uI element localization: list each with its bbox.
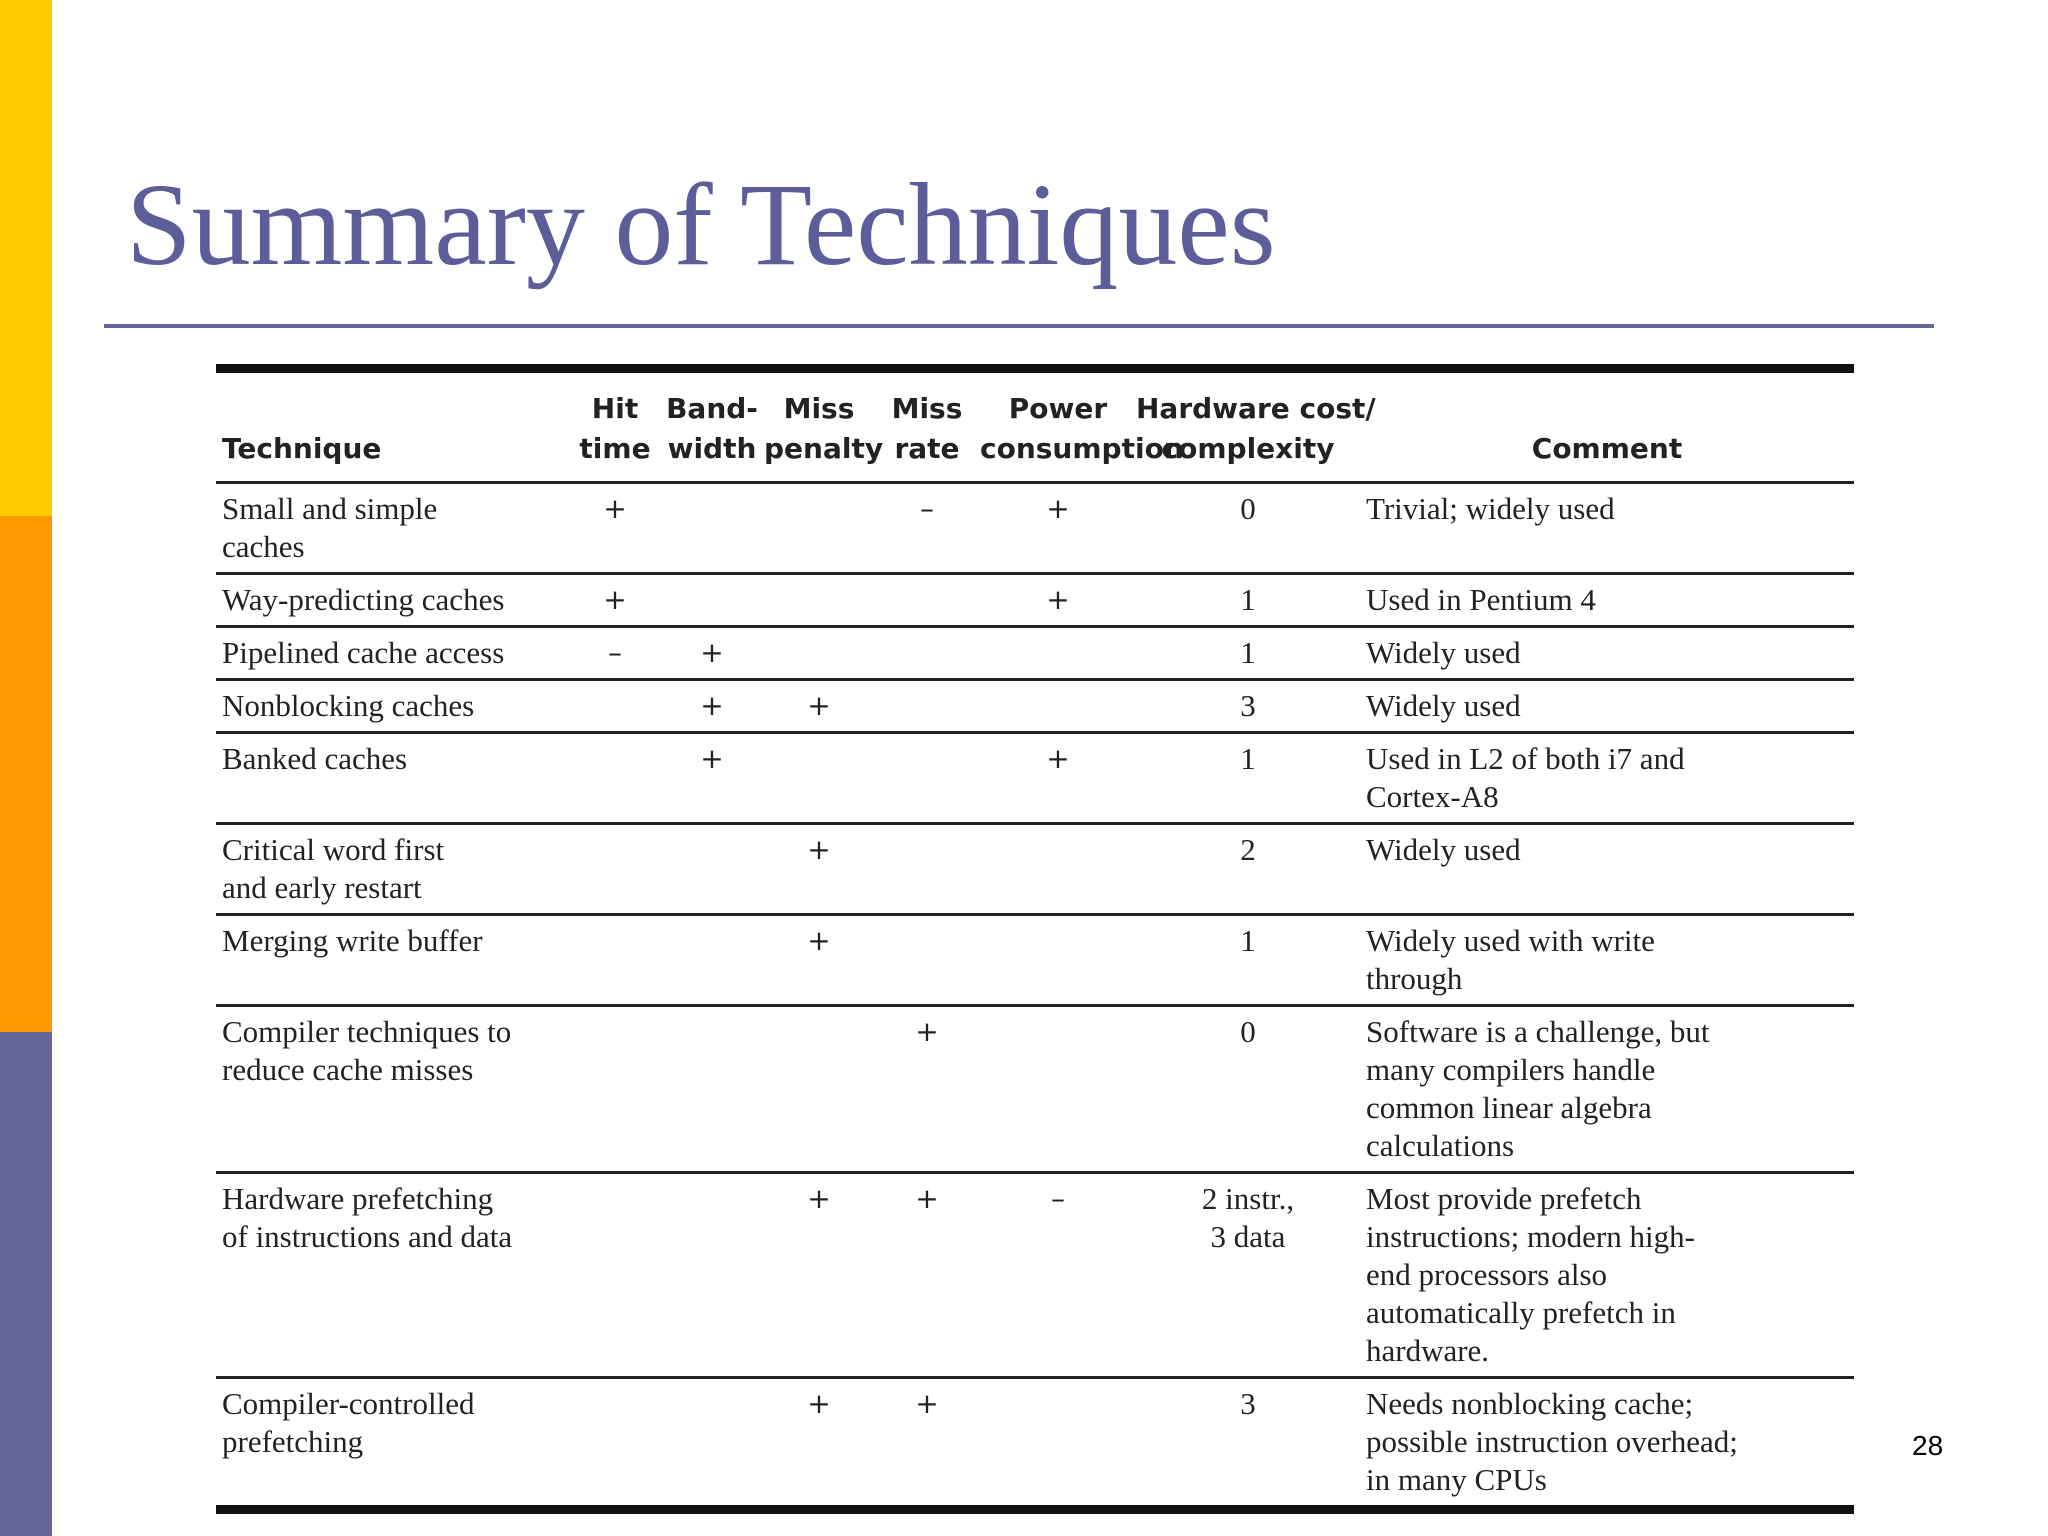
cell-power bbox=[980, 627, 1136, 680]
cell-comment: Widely used with write through bbox=[1366, 923, 1655, 996]
cell-power bbox=[980, 680, 1136, 733]
table-row bbox=[216, 1378, 1854, 1506]
cell-miss-penalty bbox=[764, 483, 874, 574]
cell-technique: Way-predicting caches bbox=[222, 582, 505, 617]
cell-hit-time bbox=[570, 733, 660, 824]
cell-technique: Compiler-controlled prefetching bbox=[222, 1386, 475, 1459]
cell-bandwidth bbox=[660, 915, 764, 1006]
title-underline bbox=[104, 324, 1934, 328]
accent-bar-purple bbox=[0, 1032, 52, 1536]
cell-hw-cost: 1 bbox=[1240, 582, 1256, 617]
cell-miss-rate bbox=[874, 680, 980, 733]
cell-hit-time bbox=[570, 1173, 660, 1378]
accent-bar-orange bbox=[0, 516, 52, 1032]
cell-technique: Pipelined cache access bbox=[222, 635, 505, 670]
cell-miss-rate bbox=[874, 733, 980, 824]
cell-miss-rate bbox=[874, 824, 980, 915]
cell-technique: Nonblocking caches bbox=[222, 688, 475, 723]
header-hw-cost: Hardware cost/ complexity bbox=[1136, 392, 1376, 465]
cell-technique: Compiler techniques to reduce cache misses bbox=[222, 1014, 512, 1087]
cell-technique: Merging write buffer bbox=[222, 923, 483, 958]
cell-bandwidth bbox=[660, 824, 764, 915]
cell-miss-rate bbox=[874, 915, 980, 1006]
cell-bandwidth: + bbox=[700, 742, 724, 775]
cell-comment: Widely used bbox=[1366, 635, 1521, 670]
cell-hw-cost: 0 bbox=[1240, 1014, 1256, 1049]
table-bottom-rule bbox=[216, 1505, 1854, 1514]
header-technique: Technique bbox=[222, 432, 382, 465]
cell-bandwidth bbox=[660, 574, 764, 627]
cell-miss-penalty bbox=[764, 733, 874, 824]
cell-hw-cost: 3 bbox=[1240, 688, 1256, 723]
cell-hit-time bbox=[570, 915, 660, 1006]
cell-miss-penalty bbox=[764, 574, 874, 627]
cell-comment: Most provide prefetch instructions; modern high- end processors also automatically prefetch in hardware. bbox=[1366, 1181, 1695, 1368]
cell-miss-penalty bbox=[764, 627, 874, 680]
cell-comment: Trivial; widely used bbox=[1366, 491, 1615, 526]
cell-technique: Small and simple caches bbox=[222, 491, 438, 564]
table-row bbox=[216, 574, 1854, 627]
cell-power: + bbox=[1046, 742, 1070, 775]
slide-title: Summary of Techniques bbox=[126, 159, 1276, 290]
cell-bandwidth bbox=[660, 1378, 764, 1506]
header-hit-time: Hit time bbox=[579, 392, 651, 465]
cell-miss-rate: – bbox=[920, 492, 934, 525]
table-row bbox=[216, 824, 1854, 915]
header-bandwidth: Band- width bbox=[666, 392, 758, 465]
cell-power: – bbox=[1051, 1182, 1065, 1215]
cell-comment: Widely used bbox=[1366, 832, 1521, 867]
cell-power bbox=[980, 1378, 1136, 1506]
cell-miss-penalty bbox=[764, 1006, 874, 1173]
techniques-table bbox=[216, 373, 1854, 1505]
cell-power bbox=[980, 915, 1136, 1006]
table-body bbox=[216, 483, 1854, 1506]
header-comment: Comment bbox=[1531, 432, 1683, 465]
cell-hit-time: + bbox=[603, 583, 627, 616]
cell-hit-time bbox=[570, 1006, 660, 1173]
cell-hit-time bbox=[570, 680, 660, 733]
table-row bbox=[216, 483, 1854, 574]
cell-miss-rate bbox=[874, 574, 980, 627]
cell-hw-cost: 2 instr., 3 data bbox=[1201, 1181, 1295, 1254]
cell-bandwidth bbox=[660, 1006, 764, 1173]
table-header-row bbox=[216, 373, 1854, 483]
cell-hit-time: – bbox=[608, 636, 622, 669]
cell-hw-cost: 3 bbox=[1240, 1386, 1256, 1421]
techniques-table-container bbox=[216, 364, 1854, 1514]
header-power: Power consumption bbox=[980, 392, 1184, 465]
header-miss-penalty: Miss penalty bbox=[764, 392, 884, 465]
cell-hw-cost: 2 bbox=[1240, 832, 1256, 867]
table-row bbox=[216, 733, 1854, 824]
table-top-rule bbox=[216, 364, 1854, 373]
cell-hw-cost: 1 bbox=[1240, 635, 1256, 670]
cell-comment: Used in Pentium 4 bbox=[1366, 582, 1596, 617]
table-row bbox=[216, 680, 1854, 733]
cell-comment: Used in L2 of both i7 and Cortex-A8 bbox=[1366, 741, 1685, 814]
cell-miss-penalty: + bbox=[807, 1182, 831, 1215]
cell-bandwidth bbox=[660, 1173, 764, 1378]
cell-power: + bbox=[1046, 583, 1070, 616]
cell-miss-penalty: + bbox=[807, 1387, 831, 1420]
cell-comment: Widely used bbox=[1366, 688, 1521, 723]
cell-bandwidth: + bbox=[700, 636, 724, 669]
cell-miss-penalty: + bbox=[807, 833, 831, 866]
cell-miss-rate: + bbox=[915, 1015, 939, 1048]
page-number: 28 bbox=[1912, 1430, 1944, 1461]
cell-miss-rate bbox=[874, 627, 980, 680]
cell-miss-penalty: + bbox=[807, 689, 831, 722]
cell-power: + bbox=[1046, 492, 1070, 525]
table-row bbox=[216, 1006, 1854, 1173]
cell-technique: Hardware prefetching of instructions and data bbox=[222, 1181, 513, 1254]
cell-comment: Needs nonblocking cache; possible instruction overhead; in many CPUs bbox=[1366, 1386, 1738, 1497]
cell-hit-time bbox=[570, 824, 660, 915]
cell-miss-rate: + bbox=[915, 1387, 939, 1420]
header-miss-rate: Miss rate bbox=[891, 392, 963, 465]
accent-bar-yellow bbox=[0, 0, 52, 516]
table-row bbox=[216, 627, 1854, 680]
cell-power bbox=[980, 824, 1136, 915]
cell-miss-penalty: + bbox=[807, 924, 831, 957]
cell-technique: Critical word first and early restart bbox=[222, 832, 445, 905]
cell-hit-time bbox=[570, 1378, 660, 1506]
cell-power bbox=[980, 1006, 1136, 1173]
cell-hit-time: + bbox=[603, 492, 627, 525]
cell-bandwidth: + bbox=[700, 689, 724, 722]
cell-hw-cost: 1 bbox=[1240, 741, 1256, 776]
cell-bandwidth bbox=[660, 483, 764, 574]
cell-technique: Banked caches bbox=[222, 741, 408, 776]
cell-hw-cost: 1 bbox=[1240, 923, 1256, 958]
table-row bbox=[216, 1173, 1854, 1378]
cell-hw-cost: 0 bbox=[1240, 491, 1256, 526]
cell-miss-rate: + bbox=[915, 1182, 939, 1215]
table-row bbox=[216, 915, 1854, 1006]
cell-comment: Software is a challenge, but many compilers handle common linear algebra calculations bbox=[1366, 1014, 1710, 1163]
